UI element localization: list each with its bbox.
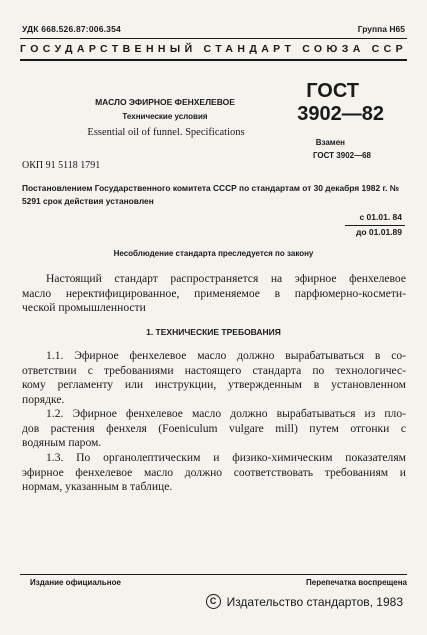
paragraph-1-1 <box>22 349 406 407</box>
footer-rule <box>20 574 407 575</box>
title-english: Essential oil of funnel. Specifications <box>87 127 245 138</box>
paragraph-line: водяным паром. <box>22 436 102 449</box>
paragraph-line: Настоящий стандарт распространяется на эфирное фенхелевое <box>46 272 406 285</box>
banner-word: ГОСУДАРСТВЕННЫЙ <box>20 43 197 55</box>
banner-word: СТАНДАРТ <box>203 43 296 55</box>
reprint-notice: Перепечатка воспрещена <box>306 578 407 587</box>
intro-paragraph <box>22 272 406 316</box>
banner-word: ССР <box>371 43 407 55</box>
paragraph-line: эфирное фенхелевое масло должно соответствовать требованиям и <box>22 465 406 479</box>
banner-rule <box>20 59 407 61</box>
validity-to: до 01.01.89 <box>355 227 402 237</box>
paragraph-line: 1.1. Эфирное фенхелевое масло должно вырабатываться в со- <box>46 349 406 362</box>
paragraph-line: нормам, указанным в таблице. <box>22 480 173 493</box>
state-standard-banner <box>20 43 407 55</box>
okp-code: ОКП 91 5118 1791 <box>22 160 101 171</box>
copyright-text: Издательство стандартов, 1983 <box>226 594 403 609</box>
gost-number: 3902—82 <box>297 103 384 125</box>
resolution-text: Постановлением Государственного комитета СССР по стандартам от 30 декабря 1982 г. № 5291 срок действия установлен <box>22 183 400 206</box>
udk-code: УДК 668.526.87:006.354 <box>22 24 121 34</box>
section-heading: 1. ТЕХНИЧЕСКИЕ ТРЕБОВАНИЯ <box>146 327 281 337</box>
group-code: Группа Н65 <box>357 24 405 34</box>
validity-from: с 01.01. 84 <box>359 212 402 222</box>
top-rule <box>20 38 407 39</box>
paragraph-line: кому регламенту или инструкции, утвержденным в установленном <box>22 378 406 391</box>
title-subtitle: Технические условия <box>122 112 208 121</box>
replaces-value: ГОСТ 3902—68 <box>312 151 371 160</box>
paragraph-line: ответствии с требованиями настоящего стандарта по технологичес- <box>22 363 406 377</box>
edition-label: Издание официальное <box>30 578 121 587</box>
paragraph-line: 1.2. Эфирное фенхелевое масло должно вырабатываться из пло- <box>46 407 406 420</box>
paragraph-line: 1.3. По органолептическим и физико-химическим показателям <box>46 451 406 464</box>
paragraph-1-3 <box>22 451 406 495</box>
paragraph-line: порядке. <box>22 392 65 406</box>
paragraph-line: масло неректифицированное, применяемое в парфюмерно-космети- <box>22 286 406 300</box>
paragraph-line: ческой промышленности <box>22 301 146 314</box>
legal-notice: Несоблюдение стандарта преследуется по закону <box>113 249 314 258</box>
banner-word: СОЮЗА <box>302 43 365 55</box>
copyright-line <box>206 594 403 609</box>
validity-rule <box>345 225 405 226</box>
paragraph-1-2 <box>22 407 406 451</box>
gost-label: ГОСТ <box>306 80 359 102</box>
replaces-label: Взамен <box>315 138 345 147</box>
copyright-icon: C <box>206 594 221 609</box>
title-russian: МАСЛО ЭФИРНОЕ ФЕНХЕЛЕВОЕ <box>95 97 235 107</box>
paragraph-line: дов растения фенхеля (Foeniculum vulgare mill) путем отгонки с <box>22 421 406 435</box>
